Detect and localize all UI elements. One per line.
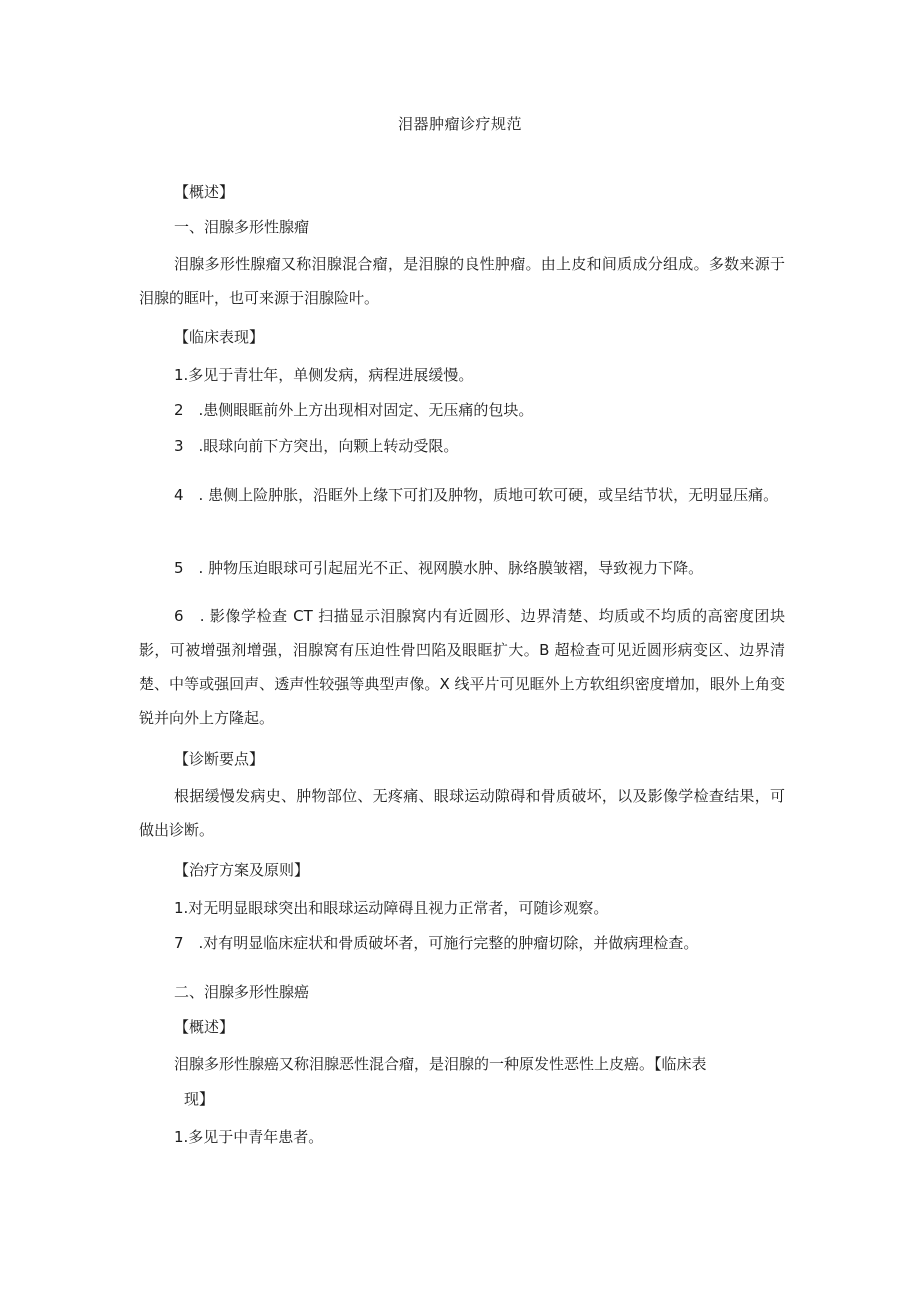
section1-treatment-item-2: 7 .对有明显临床症状和骨质破坏者，可施行完整的肿瘤切除，并做病理检查。 — [174, 934, 699, 952]
section1-clinical-item-3: 3 .眼球向前下方突出，向颗上转动受限。 — [174, 437, 459, 455]
section2-intro-line-1: 泪腺多形性腺癌又称泪腺恶性混合瘤，是泪腺的一种原发性恶性上皮癌。【临床表 — [174, 1055, 707, 1073]
section1-clinical-item-6: 6 . 影像学检查 CT 扫描显示泪腺窝内有近圆形、边界清楚、均质或不均质的高密度团块影，可被增强剂增强，泪腺窝有压迫性骨凹陷及眼眶扩大。B 超检查可见近圆形病变区、边界清楚、中等或强回声、透声性较强等典型声像。X 线平片可见眶外上方软组织密度增加，眼外上角变锐并向外上方隆起。 — [139, 607, 785, 727]
section1-overview-label: 【概述】 — [174, 183, 235, 201]
section2-heading: 二、泪腺多形性腺癌 — [174, 983, 310, 1001]
section2-intro-line-2: 现】 — [184, 1090, 215, 1108]
section1-clinical-item-5: 5 . 肿物压迫眼球可引起屈光不正、视网膜水肿、脉络膜皱褶，导致视力下降。 — [174, 559, 704, 577]
section1-clinical-label: 【临床表现】 — [174, 328, 265, 346]
section2-overview-label: 【概述】 — [174, 1018, 235, 1036]
section1-diagnosis-label: 【诊断要点】 — [174, 750, 265, 768]
section1-intro-paragraph: 泪腺多形性腺瘤又称泪腺混合瘤，是泪腺的良性肿瘤。由上皮和间质成分组成。多数来源于泪腺的眶叶，也可来源于泪腺险叶。 — [139, 255, 785, 307]
document-title: 泪器肿瘤诊疗规范 — [397, 115, 522, 133]
section1-diagnosis-paragraph: 根据缓慢发病史、肿物部位、无疼痛、眼球运动隙碍和骨质破坏，以及影像学检查结果，可做出诊断。 — [139, 787, 785, 839]
section1-heading: 一、泪腺多形性腺瘤 — [174, 218, 310, 236]
section1-clinical-item-4: 4 . 患侧上险肿胀，沿眶外上缘下可扪及肿物，质地可软可硬，或呈结节状，无明显压痛。 — [174, 486, 779, 504]
section2-clinical-item-1: 1.多见于中青年患者。 — [174, 1128, 324, 1146]
section1-clinical-item-1: 1.多见于青壮年，单侧发病，病程进展缓慢。 — [174, 366, 474, 384]
section1-treatment-item-1: 1.对无明显眼球突出和眼球运动障碍且视力正常者，可随诊观察。 — [174, 899, 609, 917]
section1-treatment-label: 【治疗方案及原则】 — [174, 861, 310, 879]
section1-clinical-item-2: 2 .患侧眼眶前外上方出现相对固定、无压痛的包块。 — [174, 401, 534, 419]
